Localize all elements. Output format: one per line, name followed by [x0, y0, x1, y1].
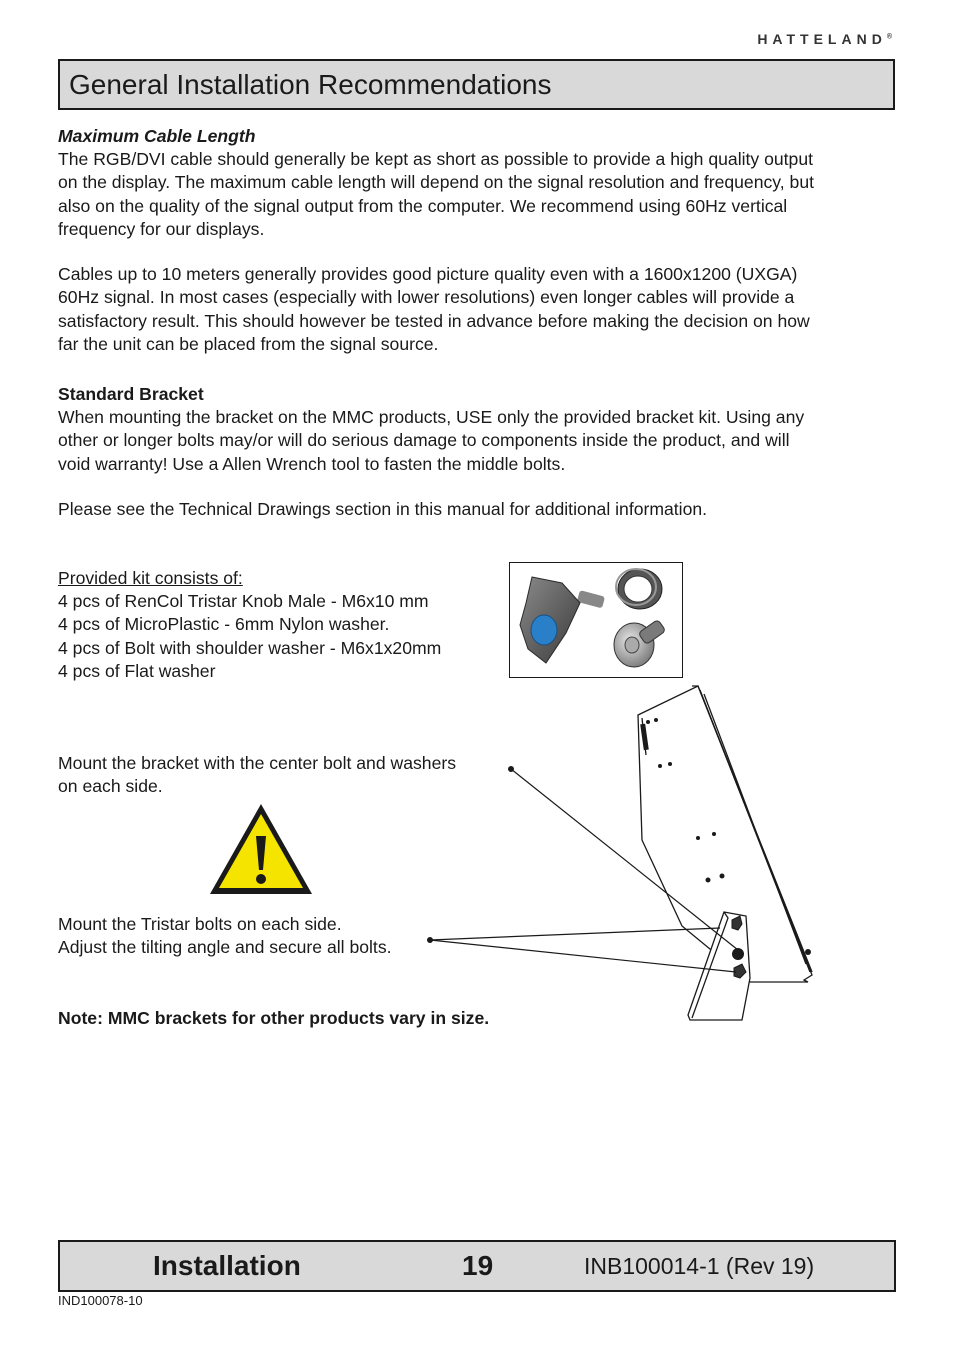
text-line: on each side.	[58, 776, 163, 797]
cable-paragraph-1	[58, 148, 898, 241]
kit-item: 4 pcs of RenCol Tristar Knob Male - M6x10 mm	[58, 591, 429, 611]
see-more-text: Please see the Technical Drawings section in this manual for additional information.	[58, 499, 708, 519]
cable-paragraph-2	[58, 263, 898, 356]
brand-logo: HATTELAND®	[757, 31, 892, 47]
page-number: 19	[462, 1250, 494, 1281]
note-text: Note: MMC brackets for other products vary in size.	[58, 1008, 490, 1028]
leader-line	[430, 928, 720, 940]
text-line: Mount the bracket with the center bolt and washers	[58, 753, 457, 773]
text-line: void warranty! Use a Allen Wrench tool to fasten the middle bolts.	[58, 453, 566, 474]
kit-item: 4 pcs of Bolt with shoulder washer - M6x1x20mm	[58, 637, 442, 658]
kit-item: 4 pcs of Flat washer	[58, 660, 216, 681]
kit-list	[58, 590, 441, 683]
shoulder-bolt-icon	[614, 619, 666, 667]
text-line: frequency for our displays.	[58, 218, 265, 239]
text-line: satisfactory result. This should however be tested in advance before making the decision on how	[58, 310, 810, 331]
nylon-washer-icon	[616, 569, 662, 609]
text-line: also on the quality of the signal output from the computer. We recommend using 60Hz vertical	[58, 195, 788, 216]
tristar-knob-icon	[520, 577, 605, 663]
page-title-bar	[58, 59, 895, 110]
bracket-heading: Standard Bracket	[58, 384, 204, 404]
document-reference: INB100014-1 (Rev 19)	[584, 1253, 815, 1279]
warning-triangle-icon	[208, 802, 314, 901]
kit-item: 4 pcs of MicroPlastic - 6mm Nylon washer.	[58, 614, 390, 635]
text-line: Cables up to 10 meters generally provides good picture quality even with a 1600x1200 (UXGA)	[58, 264, 798, 284]
footer-section-title: Installation	[153, 1250, 301, 1281]
text-line: Mount the Tristar bolts on each side.	[58, 914, 342, 934]
text-line: other or longer bolts may/or will do serious damage to components inside the product, and will	[58, 430, 790, 451]
leader-line	[430, 940, 736, 972]
kit-heading: Provided kit consists of:	[58, 568, 243, 588]
text-line: 60Hz signal. In most cases (especially with lower resolutions) even longer cables will provide a	[58, 287, 795, 308]
text-line: The RGB/DVI cable should generally be kept as short as possible to provide a high quality output	[58, 149, 814, 169]
footer-bar	[58, 1240, 896, 1292]
leader-line	[511, 769, 738, 950]
cable-heading: Maximum Cable Length	[58, 126, 256, 146]
kit-parts-illustration	[510, 563, 682, 677]
text-line: far the unit can be placed from the signal source.	[58, 333, 439, 354]
mount-tristar-text	[58, 913, 392, 960]
mount-center-text	[58, 752, 456, 799]
document-code: IND100078-10	[58, 1293, 143, 1308]
bracket-paragraph	[58, 406, 898, 476]
kit-parts-image	[509, 562, 683, 678]
page-title: General Installation Recommendations	[69, 69, 552, 100]
bracket-drawing	[420, 680, 820, 1030]
text-line: When mounting the bracket on the MMC products, USE only the provided bracket kit. Using any	[58, 407, 805, 427]
text-line: on the display. The maximum cable length will depend on the signal resolution and frequency, but	[58, 172, 815, 193]
text-line: Adjust the tilting angle and secure all bolts.	[58, 937, 392, 958]
